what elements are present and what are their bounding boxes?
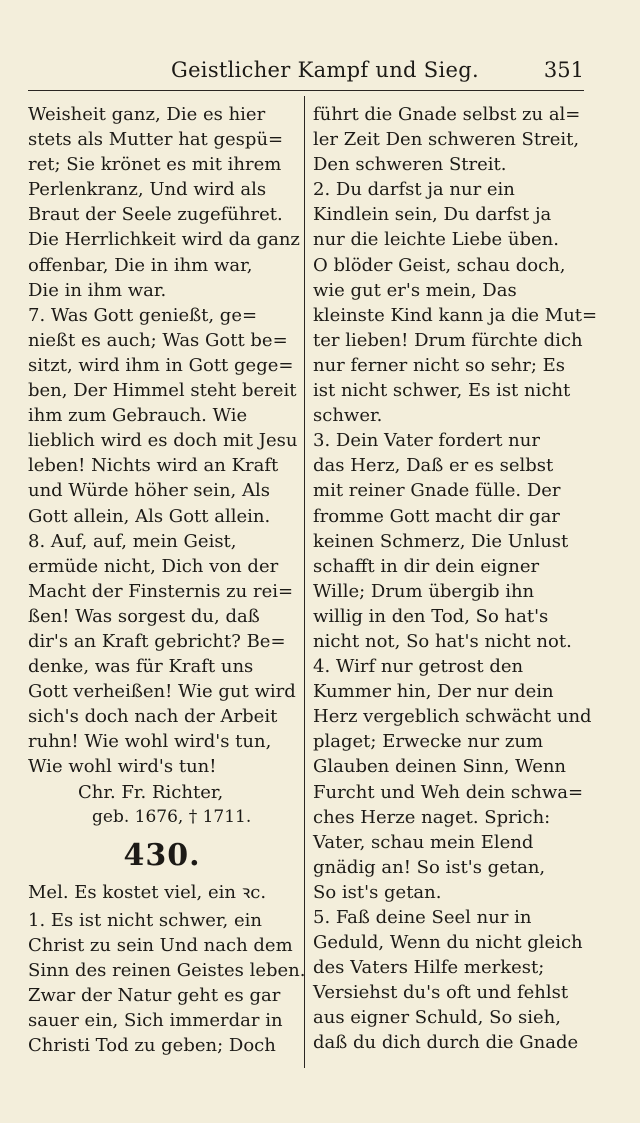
text-line: 8. Auf, auf, mein Geist, (28, 530, 237, 552)
author-signature: Chr. Fr. Richter, (78, 781, 224, 803)
text-line: Die Herrlichkeit wird da ganz (28, 229, 300, 251)
text-line: ihm zum Gebrauch. Wie (28, 405, 248, 427)
text-line: leben! Nichts wird an Kraft (28, 455, 279, 477)
text-line: ches Herze naget. Sprich: (313, 806, 551, 828)
text-line: O blöder Geist, schau doch, (313, 254, 566, 276)
text-line: offenbar, Die in ihm war, (28, 254, 253, 276)
text-line: sich's doch nach der Arbeit (28, 706, 278, 728)
text-line: denke, was für Kraft uns (28, 656, 254, 678)
text-line: Herz vergeblich schwächt und (313, 706, 592, 728)
text-line: Versiehst du's oft und fehlst (313, 982, 569, 1004)
text-line: stets als Mutter hat gespü= (28, 129, 284, 151)
text-line: führt die Gnade selbst zu al= (313, 104, 581, 125)
text-line: 4. Wirf nur getrost den (313, 656, 524, 678)
hymn-number: 430. (123, 837, 201, 873)
text-line: aus eigner Schuld, So sieh, (313, 1007, 561, 1029)
melody-line: Mel. Es kostet viel, ein ꝛc. (28, 881, 267, 903)
left-column (28, 102, 306, 1058)
text-line: Kindlein sein, Du darfst ja (313, 204, 552, 226)
text-line: Wie wohl wird's tun! (28, 756, 217, 778)
text-line: willig in den Tod, So hat's (313, 605, 549, 627)
text-line: nur ferner nicht so sehr; Es (313, 354, 566, 376)
text-line: Christi Tod zu geben; Doch (28, 1035, 276, 1057)
text-line: Geduld, Wenn du nicht gleich (313, 932, 583, 954)
author-dates: geb. 1676, † 1711. (92, 806, 252, 827)
text-line: 5. Faß deine Seel nur in (313, 907, 532, 928)
text-line: Den schweren Streit. (313, 154, 507, 176)
text-line: ermüde nicht, Dich von der (28, 555, 279, 577)
text-line: kleinste Kind kann ja die Mut= (313, 304, 598, 326)
text-line: gnädig an! So ist's getan, (313, 856, 546, 878)
column-divider (304, 96, 305, 1068)
text-line: des Vaters Hilfe merkest; (313, 957, 545, 979)
text-line: Kummer hin, Der nur dein (313, 681, 554, 703)
right-column (313, 102, 598, 1056)
page-number: 351 (543, 58, 584, 82)
text-line: 2. Du darfst ja nur ein (313, 179, 515, 201)
text-line: daß du dich durch die Gnade (313, 1032, 579, 1054)
text-line: 7. Was Gott genießt, ge= (28, 304, 258, 326)
text-line: Perlenkranz, Und wird als (28, 179, 267, 201)
text-line: Wille; Drum übergib ihn (313, 580, 535, 602)
text-line: Gott verheißen! Wie gut wird (28, 681, 296, 703)
left-column-verses (28, 102, 300, 780)
text-line: ben, Der Himmel steht bereit (28, 380, 297, 402)
text-line: Braut der Seele zugeführet. (28, 204, 283, 226)
text-line: plaget; Erwecke nur zum (313, 731, 544, 753)
text-line: nicht not, So hat's nicht not. (313, 630, 572, 652)
text-line: nur die leichte Liebe üben. (313, 229, 559, 251)
text-line: 3. Dein Vater fordert nur (313, 430, 540, 452)
text-line: das Herz, Daß er es selbst (313, 455, 554, 477)
text-line: fromme Gott macht dir gar (313, 505, 560, 527)
text-line: dir's an Kraft gebricht? Be= (28, 630, 286, 652)
text-line: Die in ihm war. (28, 279, 167, 301)
text-line: Weisheit ganz, Die es hier (28, 104, 266, 125)
text-line: wie gut er's mein, Das (313, 279, 517, 301)
text-line: schafft in dir dein eigner (313, 555, 540, 577)
text-line: Christ zu sein Und nach dem (28, 934, 293, 956)
text-line: ret; Sie krönet es mit ihrem (28, 154, 282, 176)
text-line: Vater, schau mein Elend (313, 831, 534, 853)
text-line: nießt es auch; Was Gott be= (28, 329, 288, 351)
text-line: Sinn des reinen Geistes leben. (28, 959, 306, 981)
text-line: ruhn! Wie wohl wird's tun, (28, 731, 272, 753)
text-line: sauer ein, Sich immerdar in (28, 1010, 283, 1032)
text-line: mit reiner Gnade fülle. Der (313, 480, 561, 502)
text-line: Zwar der Natur geht es gar (28, 985, 281, 1006)
text-line: keinen Schmerz, Die Unlust (313, 530, 569, 552)
text-line: ter lieben! Drum fürchte dich (313, 329, 583, 351)
text-line: ler Zeit Den schweren Streit, (313, 129, 580, 151)
text-line: Macht der Finsternis zu rei= (28, 580, 294, 602)
text-line: schwer. (313, 405, 383, 427)
right-column-verses (313, 102, 598, 1056)
text-line: 1. Es ist nicht schwer, ein (28, 909, 262, 931)
text-line: und Würde höher sein, Als (28, 480, 270, 502)
text-line: So ist's getan. (313, 881, 442, 903)
running-header (28, 56, 584, 91)
running-title: Geistlicher Kampf und Sieg. (171, 58, 479, 82)
text-line: Furcht und Weh dein schwa= (313, 781, 584, 803)
text-line: ist nicht schwer, Es ist nicht (313, 380, 571, 402)
text-line: lieblich wird es doch mit Jesu (28, 430, 298, 452)
text-line: Gott allein, Als Gott allein. (28, 505, 271, 527)
hymn-430-verses (28, 908, 306, 1059)
text-line: Glauben deinen Sinn, Wenn (313, 756, 567, 778)
text-line: ßen! Was sorgest du, daß (28, 605, 260, 627)
text-line: sitzt, wird ihm in Gott gege= (28, 354, 294, 376)
